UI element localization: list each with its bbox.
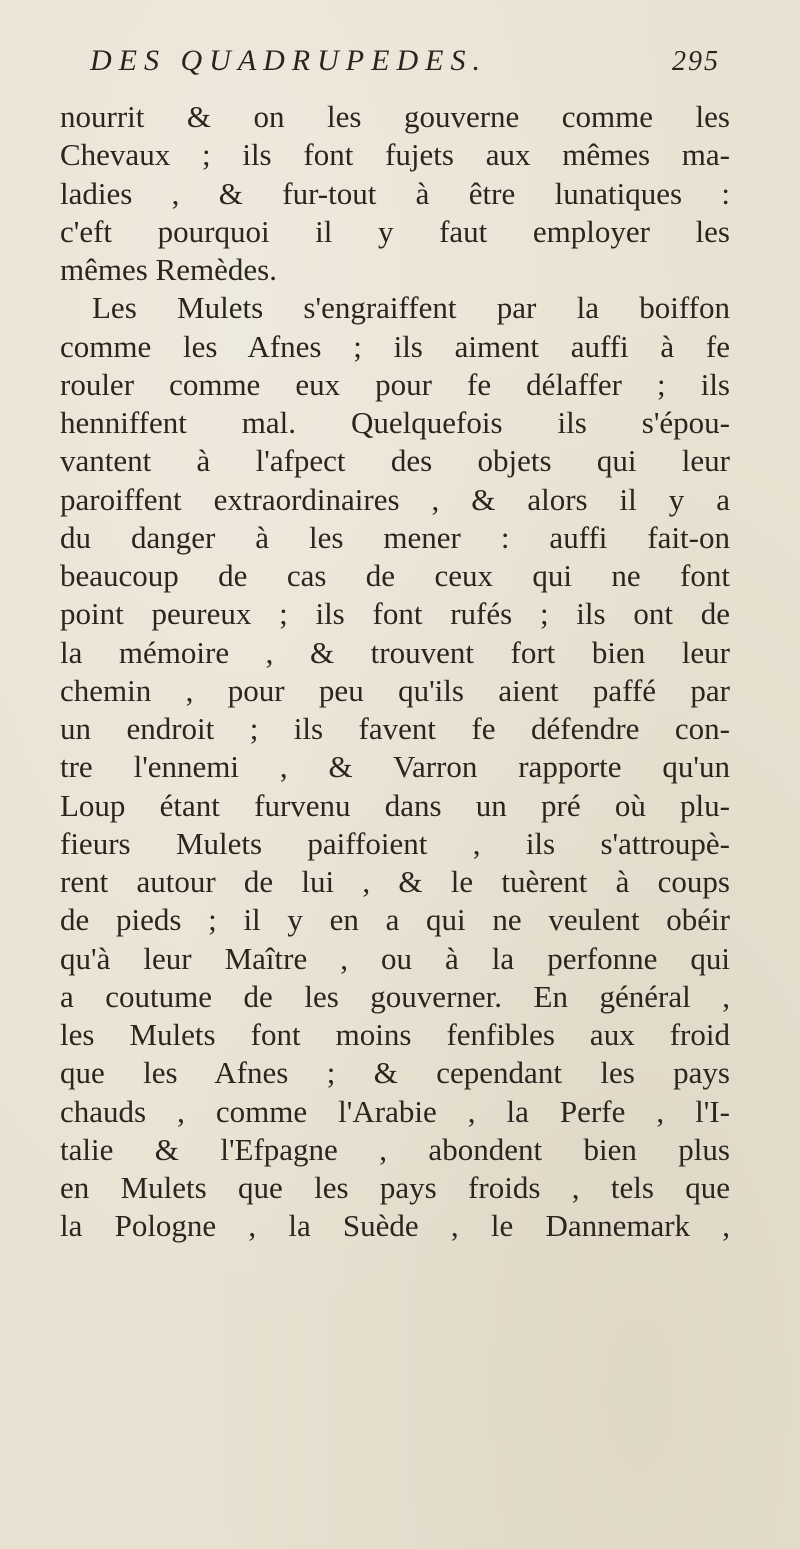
running-title: DES QUADRUPEDES. — [90, 44, 487, 77]
text-line: Loup étant furvenu dans un pré où plu- — [60, 787, 730, 823]
text-line: talie & l'Efpagne , abondent bien plus — [60, 1131, 730, 1167]
text-line: Chevaux ; ils font fujets aux mêmes ma- — [60, 137, 730, 173]
text-line: un endroit ; ils favent fe défendre con- — [60, 711, 730, 746]
text-line: ladies , & fur-tout à être lunatiques : — [60, 175, 730, 211]
text-line: qu'à leur Maître , ou à la perfonne qui — [60, 940, 730, 976]
text-line: la mémoire , & trouvent fort bien leur — [60, 634, 730, 670]
body-text — [60, 98, 730, 1246]
running-head — [90, 44, 720, 88]
text-line: tre l'ennemi , & Varron rapporte qu'un — [60, 749, 730, 785]
text-line: point peureux ; ils font rufés ; ils ont de — [60, 596, 730, 632]
text-line: rouler comme eux pour fe délaffer ; ils — [60, 366, 730, 402]
text-line: que les Afnes ; & cependant les pays — [60, 1055, 730, 1091]
text-line: les Mulets font moins fenfibles aux froid — [60, 1017, 730, 1052]
text-line: rent autour de lui , & le tuèrent à coups — [60, 864, 730, 899]
text-line: henniffent mal. Quelquefois ils s'épou- — [60, 405, 730, 440]
text-line: en Mulets que les pays froids , tels que — [60, 1170, 730, 1205]
text-line: nourrit & on les gouverne comme les — [60, 99, 730, 134]
text-line: mêmes Remèdes. — [60, 252, 277, 287]
text-line: de pieds ; il y en a qui ne veulent obéir — [60, 902, 730, 938]
text-line: vantent à l'afpect des objets qui leur — [60, 443, 730, 479]
text-line: fieurs Mulets paiffoient , ils s'attroupè- — [60, 825, 730, 861]
text-line: chemin , pour peu qu'ils aient paffé par — [60, 672, 730, 708]
text-line: c'eft pourquoi il y faut employer les — [60, 213, 730, 249]
text-line: Les Mulets s'engraiffent par la boiffon — [92, 290, 730, 326]
text-line: a coutume de les gouverner. En général , — [60, 978, 730, 1014]
text-line: chauds , comme l'Arabie , la Perfe , l'I- — [60, 1093, 730, 1129]
text-line: du danger à les mener : auffi fait-on — [60, 519, 730, 555]
text-line: beaucoup de cas de ceux qui ne font — [60, 558, 730, 593]
text-line: paroiffent extraordinaires , & alors il y a — [60, 481, 730, 517]
text-line: la Pologne , la Suède , le Dannemark , — [60, 1208, 730, 1244]
text-line: comme les Afnes ; ils aiment auffi à fe — [60, 328, 730, 364]
page-number: 295 — [672, 46, 720, 77]
